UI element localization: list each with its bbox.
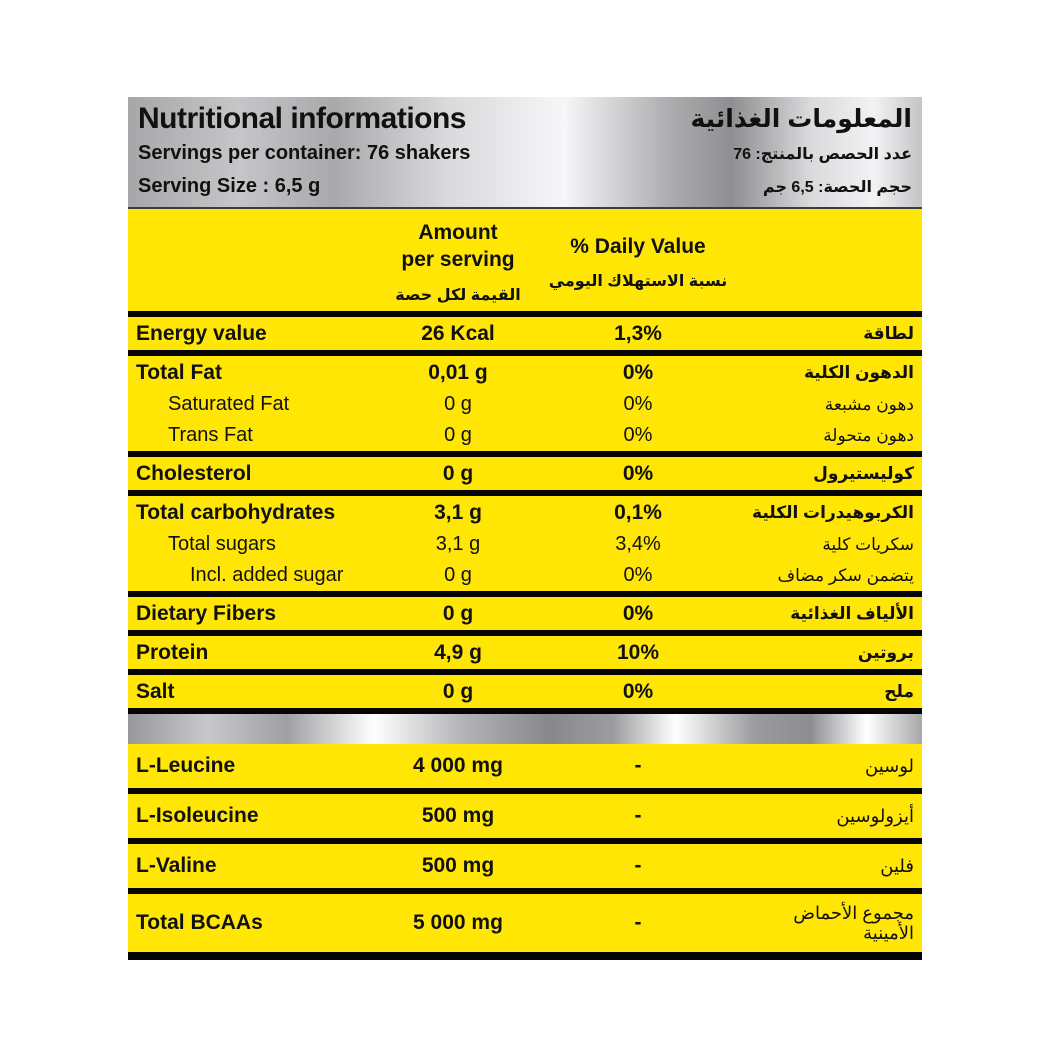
servings-per-container: Servings per container: 76 shakers xyxy=(138,142,471,164)
row-daily-value: - xyxy=(634,804,642,827)
metallic-divider xyxy=(128,714,922,744)
row-label: Total BCAAs xyxy=(136,911,263,934)
row-amount: 0 g xyxy=(442,679,474,703)
row-label-arabic: الكربوهيدرات الكلية xyxy=(752,502,914,522)
row-label: L-Isoleucine xyxy=(136,804,259,827)
row-daily-value: 0% xyxy=(622,601,654,625)
page-title: Nutritional informations xyxy=(138,102,466,135)
row-label-arabic: فلين xyxy=(880,856,914,876)
row-label-arabic: أيزولوسين xyxy=(836,806,914,826)
row-total-bcaas xyxy=(128,894,922,952)
row-label-arabic: ملح xyxy=(884,681,914,701)
row-daily-value: 0% xyxy=(622,679,654,703)
amount-header-arabic: القيمة لكل حصة xyxy=(395,287,521,304)
row-protein xyxy=(128,636,922,669)
row-label: Dietary Fibers xyxy=(136,601,277,625)
row-label-arabic: لوسين xyxy=(865,756,914,776)
row-label: L-Valine xyxy=(136,854,217,877)
amount-header-line1: Amount xyxy=(418,221,498,244)
row-l-valine xyxy=(128,844,922,888)
serving-size: Serving Size : 6,5 g xyxy=(138,175,321,197)
row-label-arabic: دهون مشبعة xyxy=(824,394,914,414)
bottom-bar xyxy=(128,952,922,960)
row-label: Energy value xyxy=(136,321,267,345)
row-amount: 3,1 g xyxy=(435,533,481,555)
row-label: L-Leucine xyxy=(136,754,236,777)
row-label-arabic: بروتين xyxy=(857,642,914,662)
row-daily-value: 0% xyxy=(623,564,653,586)
row-daily-value: 1,3% xyxy=(614,321,662,345)
servings-per-container-arabic: عدد الحصص بالمنتج: 76 xyxy=(733,146,912,163)
row-cholesterol xyxy=(128,457,922,490)
header-english xyxy=(138,101,470,207)
row-label-arabic: يتضمن سكر مضاف xyxy=(777,565,914,585)
row-amount: 0 g xyxy=(442,461,474,485)
row-label: Incl. added sugar xyxy=(190,564,344,586)
column-headers xyxy=(128,209,922,311)
row-amount: 0,01 g xyxy=(428,360,488,384)
row-daily-value: 0% xyxy=(622,360,654,384)
label-header xyxy=(128,97,922,209)
row-label-arabic: دهون متحولة xyxy=(823,425,914,445)
row-daily-value: 0,1% xyxy=(614,500,662,524)
page-title-arabic: المعلومات الغذائية xyxy=(690,105,912,133)
row-label: Total Fat xyxy=(136,360,222,384)
row-label: Saturated Fat xyxy=(168,393,290,415)
row-daily-value: 0% xyxy=(623,424,653,446)
row-dietary-fibers xyxy=(128,597,922,630)
row-label-arabic: كوليستيرول xyxy=(813,463,914,483)
row-label: Total sugars xyxy=(168,533,276,555)
row-total-carbohydrates xyxy=(128,496,922,529)
row-daily-value: 3,4% xyxy=(615,533,661,555)
row-total-fat xyxy=(128,356,922,389)
row-daily-value: - xyxy=(634,854,642,877)
row-label-arabic: سكريات كلية xyxy=(822,534,914,554)
row-saturated-fat xyxy=(128,389,922,420)
row-amount: 0 g xyxy=(444,564,472,586)
row-amount: 500 mg xyxy=(421,854,495,877)
row-label: Protein xyxy=(136,640,209,664)
row-label: Trans Fat xyxy=(168,424,253,446)
amount-header xyxy=(368,209,548,273)
row-l-leucine xyxy=(128,744,922,788)
row-l-isoleucine xyxy=(128,794,922,838)
row-label-arabic: مجموع الأحماض الأمينية xyxy=(793,903,914,943)
column-amount xyxy=(368,209,548,305)
row-daily-value: 0% xyxy=(623,393,653,415)
row-total-sugars xyxy=(128,529,922,560)
row-energy-value xyxy=(128,317,922,350)
row-daily-value: - xyxy=(634,754,642,777)
row-label: Total carbohydrates xyxy=(136,500,336,524)
header-arabic xyxy=(691,101,912,207)
amount-header-line2: per serving xyxy=(401,248,515,271)
row-amount: 0 g xyxy=(442,601,474,625)
daily-value-header-arabic: نسبة الاستهلاك اليومي xyxy=(548,273,728,290)
serving-size-arabic: حجم الحصة: 6,5 جم xyxy=(762,179,912,196)
row-daily-value: - xyxy=(634,911,642,934)
row-label-arabic: الألياف الغذائية xyxy=(790,603,914,623)
row-amount: 3,1 g xyxy=(434,500,482,524)
row-amount: 5 000 mg xyxy=(413,911,503,934)
row-label-arabic: الدهون الكلية xyxy=(804,362,914,382)
row-daily-value: 0% xyxy=(622,461,654,485)
row-amount: 0 g xyxy=(444,393,472,415)
row-daily-value: 10% xyxy=(616,640,660,664)
column-daily-value xyxy=(548,209,728,291)
row-amount: 4 000 mg xyxy=(413,754,503,777)
row-amount: 500 mg xyxy=(421,804,495,827)
row-amount: 4,9 g xyxy=(434,640,482,664)
daily-value-header: % Daily Value xyxy=(570,235,706,258)
row-amount: 0 g xyxy=(444,424,472,446)
nutrition-label xyxy=(128,97,922,960)
row-salt xyxy=(128,675,922,708)
row-label: Salt xyxy=(136,679,175,703)
row-added-sugar xyxy=(128,560,922,591)
row-amount: 26 Kcal xyxy=(421,321,495,345)
row-trans-fat xyxy=(128,420,922,451)
row-label: Cholesterol xyxy=(136,461,252,485)
row-label-arabic: لطاقة xyxy=(863,323,914,343)
